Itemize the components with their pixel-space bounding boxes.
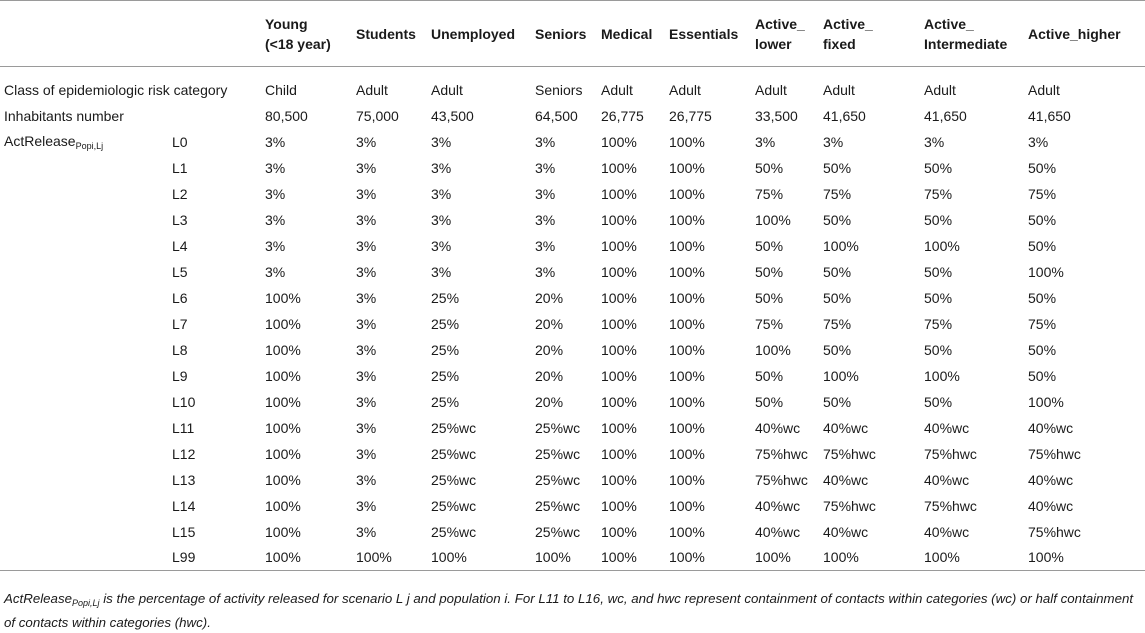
level-label: L11 xyxy=(172,419,195,436)
table-cell: 25%wc xyxy=(535,497,581,514)
table-cell: 75% xyxy=(1028,185,1057,202)
row-label xyxy=(0,181,168,207)
table-row xyxy=(0,519,1145,545)
row-label xyxy=(0,207,168,233)
table-row xyxy=(0,155,1145,181)
row-label xyxy=(0,467,168,493)
table-cell: 40%wc xyxy=(755,497,801,514)
table-cell: 3% xyxy=(356,185,377,202)
table-cell: 100% xyxy=(601,211,637,228)
table-row xyxy=(0,207,1145,233)
table-cell: 100% xyxy=(265,341,301,358)
level-label: L8 xyxy=(172,341,188,358)
table-cell: 75,000 xyxy=(356,107,399,124)
table-cell: Seniors xyxy=(535,81,583,98)
table-cell: 100% xyxy=(669,133,705,150)
table-cell: 100% xyxy=(1028,263,1064,280)
footnote-term: ActRelease xyxy=(4,591,72,606)
level-label: L2 xyxy=(172,185,188,202)
table-cell: 3% xyxy=(356,263,377,280)
table-cell: 100% xyxy=(601,497,637,514)
table-cell: 25% xyxy=(431,289,460,306)
table-footnote xyxy=(4,589,1134,633)
level-label: L99 xyxy=(172,549,196,566)
table-cell: 3% xyxy=(265,133,286,150)
table-row xyxy=(0,467,1145,493)
table-body xyxy=(0,67,1145,571)
table-cell: 50% xyxy=(1028,341,1057,358)
table-cell: 75%hwc xyxy=(924,445,977,462)
table-cell: Adult xyxy=(669,81,701,98)
level-label: L15 xyxy=(172,523,196,540)
table-cell: 3% xyxy=(356,497,377,514)
table-cell: 100% xyxy=(265,367,301,384)
table-cell: 100% xyxy=(669,341,705,358)
table-row xyxy=(0,337,1145,363)
table-cell: 3% xyxy=(1028,133,1049,150)
table-cell: 25%wc xyxy=(431,445,477,462)
table-cell: 3% xyxy=(823,133,844,150)
table-cell: 25%wc xyxy=(535,471,581,488)
table-cell: 100% xyxy=(669,523,705,540)
table-cell: 25%wc xyxy=(535,419,581,436)
level-label: L10 xyxy=(172,393,196,410)
table-cell: 100% xyxy=(669,549,705,566)
table-cell: 50% xyxy=(924,341,953,358)
table-cell: 64,500 xyxy=(535,107,578,124)
level-label: L9 xyxy=(172,367,188,384)
level-label: L1 xyxy=(172,159,188,176)
table-cell: 40%wc xyxy=(823,419,869,436)
row-label xyxy=(0,363,168,389)
table-cell: 50% xyxy=(755,237,784,254)
row-label xyxy=(0,285,168,311)
level-label: L0 xyxy=(172,133,188,150)
row-label xyxy=(0,259,168,285)
table-row xyxy=(0,103,1145,129)
table-cell: 3% xyxy=(535,185,556,202)
table-row xyxy=(0,493,1145,519)
table-cell: 3% xyxy=(431,237,452,254)
table-cell: 3% xyxy=(535,263,556,280)
table-cell: 100% xyxy=(755,549,791,566)
table-cell: 3% xyxy=(356,367,377,384)
row-label-text: ActRelease xyxy=(4,132,76,149)
table-cell: 40%wc xyxy=(755,523,801,540)
row-label xyxy=(0,233,168,259)
table-cell: 3% xyxy=(356,237,377,254)
table-cell: 100% xyxy=(265,445,301,462)
table-cell: 3% xyxy=(356,159,377,176)
level-label: L6 xyxy=(172,289,188,306)
table-cell: 50% xyxy=(823,211,852,228)
table-cell: 3% xyxy=(431,159,452,176)
row-label: Inhabitants number xyxy=(4,107,124,124)
table-cell: 25%wc xyxy=(431,523,477,540)
level-label: L7 xyxy=(172,315,188,332)
table-cell: 75%hwc xyxy=(755,471,808,488)
table-cell: 40%wc xyxy=(924,471,970,488)
table-cell: 100% xyxy=(924,549,960,566)
table-cell: 100% xyxy=(669,289,705,306)
table-cell: 40%wc xyxy=(823,523,869,540)
table-cell: 100% xyxy=(924,367,960,384)
table-cell: 75%hwc xyxy=(924,497,977,514)
table-cell: 3% xyxy=(535,237,556,254)
table-cell: 50% xyxy=(1028,159,1057,176)
table-cell: 100% xyxy=(265,393,301,410)
table-cell: 100% xyxy=(669,211,705,228)
table-cell: 75% xyxy=(755,185,784,202)
table-cell: 3% xyxy=(755,133,776,150)
column-header: Essentials xyxy=(669,26,739,42)
table-cell: 80,500 xyxy=(265,107,308,124)
table-cell: 100% xyxy=(669,445,705,462)
row-label xyxy=(0,311,168,337)
column-header: Active_ fixed xyxy=(823,16,873,52)
table-cell: 100% xyxy=(823,549,859,566)
table-cell: 33,500 xyxy=(755,107,798,124)
table-row xyxy=(0,285,1145,311)
table-cell: 25%wc xyxy=(535,523,581,540)
table-cell: 41,650 xyxy=(1028,107,1071,124)
table-cell: 100% xyxy=(823,237,859,254)
table-cell: 20% xyxy=(535,289,564,306)
table-cell: 100% xyxy=(823,367,859,384)
table-row xyxy=(0,441,1145,467)
table-cell: 3% xyxy=(535,159,556,176)
table-cell: 50% xyxy=(924,159,953,176)
table-cell: Adult xyxy=(823,81,855,98)
table-row xyxy=(0,259,1145,285)
footnote-term-subscript: Popi,Lj xyxy=(72,598,100,608)
level-label: L12 xyxy=(172,445,196,462)
table-cell: 20% xyxy=(535,341,564,358)
table-cell: 75% xyxy=(924,185,953,202)
level-label: L14 xyxy=(172,497,196,514)
row-label: Class of epidemiologic risk category xyxy=(4,81,228,98)
table-cell: 3% xyxy=(535,211,556,228)
table-cell: 75% xyxy=(1028,315,1057,332)
table-cell: 50% xyxy=(755,367,784,384)
table-cell: 3% xyxy=(431,211,452,228)
table-cell: 50% xyxy=(755,263,784,280)
table-cell: 3% xyxy=(356,471,377,488)
table-cell: 100% xyxy=(265,471,301,488)
table-cell: 50% xyxy=(1028,211,1057,228)
table-cell: 50% xyxy=(1028,367,1057,384)
table-cell: 41,650 xyxy=(823,107,866,124)
table-cell: Adult xyxy=(924,81,956,98)
table-cell: 50% xyxy=(755,159,784,176)
table-cell: 3% xyxy=(356,211,377,228)
table-cell: 100% xyxy=(601,315,637,332)
table-cell: 100% xyxy=(601,445,637,462)
table-cell: 25%wc xyxy=(431,419,477,436)
column-header: Active_higher xyxy=(1028,26,1121,42)
table-cell: 3% xyxy=(356,341,377,358)
table-cell: 100% xyxy=(669,315,705,332)
table-cell: 100% xyxy=(601,159,637,176)
table-cell: 40%wc xyxy=(1028,419,1074,436)
row-label xyxy=(0,155,168,181)
table-cell: 100% xyxy=(265,289,301,306)
table-cell: 100% xyxy=(669,263,705,280)
column-header: Students xyxy=(356,26,416,42)
table-cell: 100% xyxy=(356,549,392,566)
table-cell: 25%wc xyxy=(431,471,477,488)
table-cell: 100% xyxy=(265,419,301,436)
table-cell: 100% xyxy=(1028,393,1064,410)
table-cell: 3% xyxy=(265,185,286,202)
row-label xyxy=(0,519,168,545)
table-cell: 3% xyxy=(431,185,452,202)
table-cell: 75%hwc xyxy=(1028,445,1081,462)
table-cell: Adult xyxy=(601,81,633,98)
table-cell: 50% xyxy=(924,263,953,280)
row-label xyxy=(0,415,168,441)
table-cell: 100% xyxy=(669,419,705,436)
table-cell: 3% xyxy=(356,315,377,332)
table-row xyxy=(0,363,1145,389)
table-cell: 100% xyxy=(669,185,705,202)
table-cell: 3% xyxy=(265,211,286,228)
table-cell: 100% xyxy=(601,471,637,488)
column-header: Active_ Intermediate xyxy=(924,16,1008,52)
header-row xyxy=(0,1,1145,67)
table-cell: 20% xyxy=(535,367,564,384)
table-row xyxy=(0,415,1145,441)
table-cell: 100% xyxy=(601,341,637,358)
row-label xyxy=(0,129,168,155)
table-cell: 3% xyxy=(431,133,452,150)
table-row xyxy=(0,389,1145,415)
table-cell: 20% xyxy=(535,393,564,410)
column-header: Seniors xyxy=(535,26,587,42)
table-cell: 3% xyxy=(265,237,286,254)
table-cell: 100% xyxy=(601,237,637,254)
table-cell: 50% xyxy=(924,211,953,228)
footnote-text: is the percentage of activity released for scenario L j and population i. For L11 to L16, wc, and hwc represent containment of contacts within categories (wc) or half containment of contacts within categories (hwc). xyxy=(4,591,1134,630)
table-cell: 75%hwc xyxy=(823,497,876,514)
table-cell: 100% xyxy=(601,549,637,566)
table-cell: 75%hwc xyxy=(823,445,876,462)
table-row xyxy=(0,129,1145,155)
table-cell: 3% xyxy=(924,133,945,150)
table-cell: 3% xyxy=(356,445,377,462)
table-cell: 100% xyxy=(601,393,637,410)
table-cell: 25% xyxy=(431,315,460,332)
level-label: L4 xyxy=(172,237,188,254)
table-cell: 3% xyxy=(431,263,452,280)
table-cell: 100% xyxy=(601,419,637,436)
row-label xyxy=(0,337,168,363)
table-cell: 100% xyxy=(755,211,791,228)
table-cell: 75% xyxy=(924,315,953,332)
table-cell: 50% xyxy=(924,393,953,410)
table-cell: 3% xyxy=(265,159,286,176)
table-cell: 40%wc xyxy=(924,419,970,436)
column-header xyxy=(0,1,168,67)
table-cell: 50% xyxy=(1028,289,1057,306)
table-cell: 3% xyxy=(356,419,377,436)
table-cell: 100% xyxy=(669,159,705,176)
table-cell: 50% xyxy=(823,341,852,358)
table-cell: 100% xyxy=(431,549,467,566)
table-cell: 20% xyxy=(535,315,564,332)
table-cell: 41,650 xyxy=(924,107,967,124)
row-label xyxy=(0,493,168,519)
row-label xyxy=(0,389,168,415)
table-cell: 100% xyxy=(265,497,301,514)
table-cell: 100% xyxy=(265,523,301,540)
table-cell: Adult xyxy=(755,81,787,98)
column-header: Unemployed xyxy=(431,26,516,42)
table-cell: Adult xyxy=(356,81,388,98)
table-cell: 50% xyxy=(1028,237,1057,254)
table-cell: 50% xyxy=(823,393,852,410)
table-cell: 25% xyxy=(431,393,460,410)
table-cell: 75% xyxy=(823,185,852,202)
level-label: L13 xyxy=(172,471,196,488)
table-cell: 50% xyxy=(755,289,784,306)
table-cell: 100% xyxy=(755,341,791,358)
table-cell: 100% xyxy=(601,263,637,280)
table-cell: 43,500 xyxy=(431,107,474,124)
table-cell: 100% xyxy=(601,367,637,384)
table-row xyxy=(0,67,1145,103)
table-cell: 50% xyxy=(823,159,852,176)
table-cell: 100% xyxy=(669,367,705,384)
table-cell: 100% xyxy=(601,523,637,540)
table-cell: 40%wc xyxy=(924,523,970,540)
table-cell: 40%wc xyxy=(823,471,869,488)
table-cell: Adult xyxy=(431,81,463,98)
table-cell: 75%hwc xyxy=(1028,523,1081,540)
table-cell: 75% xyxy=(823,315,852,332)
table-row xyxy=(0,311,1145,337)
table-cell: 50% xyxy=(823,263,852,280)
table-cell: 100% xyxy=(601,289,637,306)
table-cell: 25%wc xyxy=(431,497,477,514)
table-cell: Adult xyxy=(1028,81,1060,98)
level-label: L5 xyxy=(172,263,188,280)
row-label-subscript: Popi,Lj xyxy=(75,140,104,151)
column-header xyxy=(168,1,261,67)
table-cell: 100% xyxy=(265,315,301,332)
column-header: Young (<18 year) xyxy=(265,16,331,52)
table-cell: 40%wc xyxy=(1028,471,1074,488)
table-cell: 3% xyxy=(356,289,377,306)
table-cell: 50% xyxy=(755,393,784,410)
level-label xyxy=(168,103,261,129)
row-label xyxy=(0,545,168,571)
table-cell: 3% xyxy=(356,393,377,410)
table-cell: 3% xyxy=(356,133,377,150)
table-cell: 3% xyxy=(356,523,377,540)
table-cell: 3% xyxy=(535,133,556,150)
table-cell: 75%hwc xyxy=(755,445,808,462)
table-cell: 100% xyxy=(669,471,705,488)
table-cell: Child xyxy=(265,81,297,98)
table-cell: 50% xyxy=(924,289,953,306)
table-cell: 100% xyxy=(924,237,960,254)
table-cell: 100% xyxy=(669,497,705,514)
table-cell: 25% xyxy=(431,367,460,384)
table-cell: 40%wc xyxy=(755,419,801,436)
table-cell: 50% xyxy=(823,289,852,306)
table-cell: 26,775 xyxy=(601,107,644,124)
table-cell: 26,775 xyxy=(669,107,712,124)
table-cell: 40%wc xyxy=(1028,497,1074,514)
table-cell: 100% xyxy=(1028,549,1064,566)
column-header: Active_ lower xyxy=(755,16,805,52)
table-cell: 100% xyxy=(601,185,637,202)
table-row xyxy=(0,181,1145,207)
column-header: Medical xyxy=(601,26,653,42)
table-cell: 3% xyxy=(265,263,286,280)
table-cell: 75% xyxy=(755,315,784,332)
row-label xyxy=(0,441,168,467)
table-cell: 100% xyxy=(669,393,705,410)
table-row xyxy=(0,545,1145,571)
table-cell: 25%wc xyxy=(535,445,581,462)
table-cell: 100% xyxy=(535,549,571,566)
table-row xyxy=(0,233,1145,259)
table-cell: 25% xyxy=(431,341,460,358)
level-label: L3 xyxy=(172,211,188,228)
table-cell: 100% xyxy=(265,549,301,566)
table-cell: 100% xyxy=(669,237,705,254)
table-cell: 100% xyxy=(601,133,637,150)
